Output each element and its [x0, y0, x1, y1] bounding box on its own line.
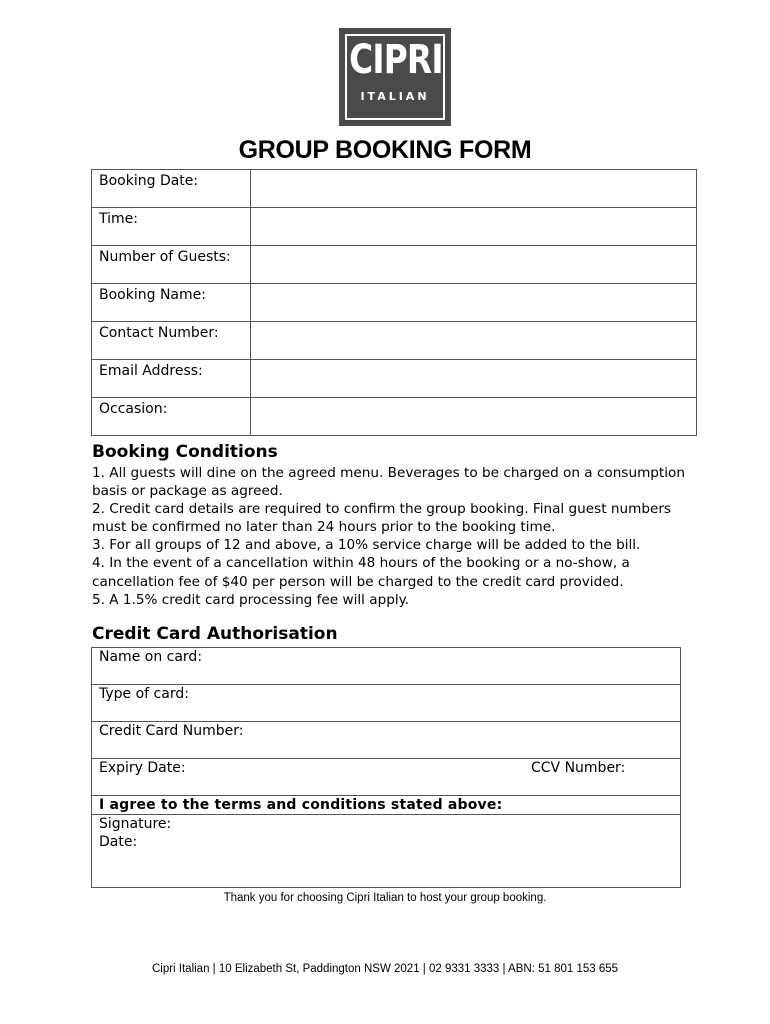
card-row-number [92, 722, 681, 759]
credit-card-number-label: Credit Card Number: [99, 723, 244, 739]
booking-name-field[interactable] [251, 284, 697, 322]
email-address-label: Email Address: [92, 360, 251, 398]
contact-number-label: Contact Number: [92, 322, 251, 360]
number-of-guests-field[interactable] [251, 246, 697, 284]
number-of-guests-label: Number of Guests: [92, 246, 251, 284]
booking-conditions-heading: Booking Conditions [92, 442, 278, 462]
occasion-label: Occasion: [92, 398, 251, 436]
expiry-ccv-field[interactable] [92, 759, 681, 796]
booking-row-occasion [92, 398, 697, 436]
time-field[interactable] [251, 208, 697, 246]
card-row-name [92, 648, 681, 685]
email-address-field[interactable] [251, 360, 697, 398]
condition-item: 1. All guests will dine on the agreed menu. Beverages to be charged on a consumption basis or package as agreed. [92, 465, 685, 500]
contact-number-field[interactable] [251, 322, 697, 360]
booking-name-label: Booking Name: [92, 284, 251, 322]
logo-word: CIPRI [349, 37, 443, 83]
ccv-number-label: CCV Number: [531, 760, 626, 776]
credit-card-number-field[interactable] [92, 722, 681, 759]
card-row-type [92, 685, 681, 722]
booking-row-time [92, 208, 697, 246]
type-of-card-label: Type of card: [99, 686, 189, 702]
terms-agreement-text: I agree to the terms and conditions stated above: [92, 796, 681, 815]
thank-you-note: Thank you for choosing Cipri Italian to host your group booking. [223, 892, 547, 904]
form-title: GROUP BOOKING FORM [238, 136, 532, 164]
date-label: Date: [99, 834, 138, 850]
credit-card-heading: Credit Card Authorisation [92, 624, 338, 644]
card-row-signature [92, 815, 681, 888]
card-row-agree [92, 796, 681, 815]
condition-item: 2. Credit card details are required to confirm the group booking. Final guest numbers must be confirmed no later than 24 hours prior to the booking time. [92, 501, 671, 536]
condition-item: 4. In the event of a cancellation within 48 hours of the booking or a no-show, a cancellation fee of $40 per person will be charged to the credit card provided. [92, 555, 630, 590]
signature-label: Signature: [99, 816, 172, 832]
expiry-date-label: Expiry Date: [99, 760, 186, 776]
occasion-field[interactable] [251, 398, 697, 436]
booking-row-date [92, 170, 697, 208]
type-of-card-field[interactable] [92, 685, 681, 722]
cipri-logo [339, 28, 451, 126]
time-label: Time: [92, 208, 251, 246]
condition-item: 3. For all groups of 12 and above, a 10% service charge will be added to the bill. [92, 537, 641, 554]
booking-date-field[interactable] [251, 170, 697, 208]
card-row-expiry [92, 759, 681, 796]
footer-contact-info: Cipri Italian | 10 Elizabeth St, Paddington NSW 2021 | 02 9331 3333 | ABN: 51 801 153 655 [151, 963, 619, 975]
condition-item: 5. A 1.5% credit card processing fee will apply. [92, 591, 410, 608]
booking-row-guests [92, 246, 697, 284]
signature-date-field[interactable] [92, 815, 681, 888]
booking-conditions-list [92, 464, 692, 609]
booking-row-email [92, 360, 697, 398]
name-on-card-field[interactable] [92, 648, 681, 685]
booking-details-table [91, 169, 697, 436]
name-on-card-label: Name on card: [99, 649, 203, 665]
booking-row-contact [92, 322, 697, 360]
logo-subtitle: ITALIAN [360, 90, 430, 103]
credit-card-table [91, 647, 681, 888]
booking-date-label: Booking Date: [92, 170, 251, 208]
booking-row-name [92, 284, 697, 322]
